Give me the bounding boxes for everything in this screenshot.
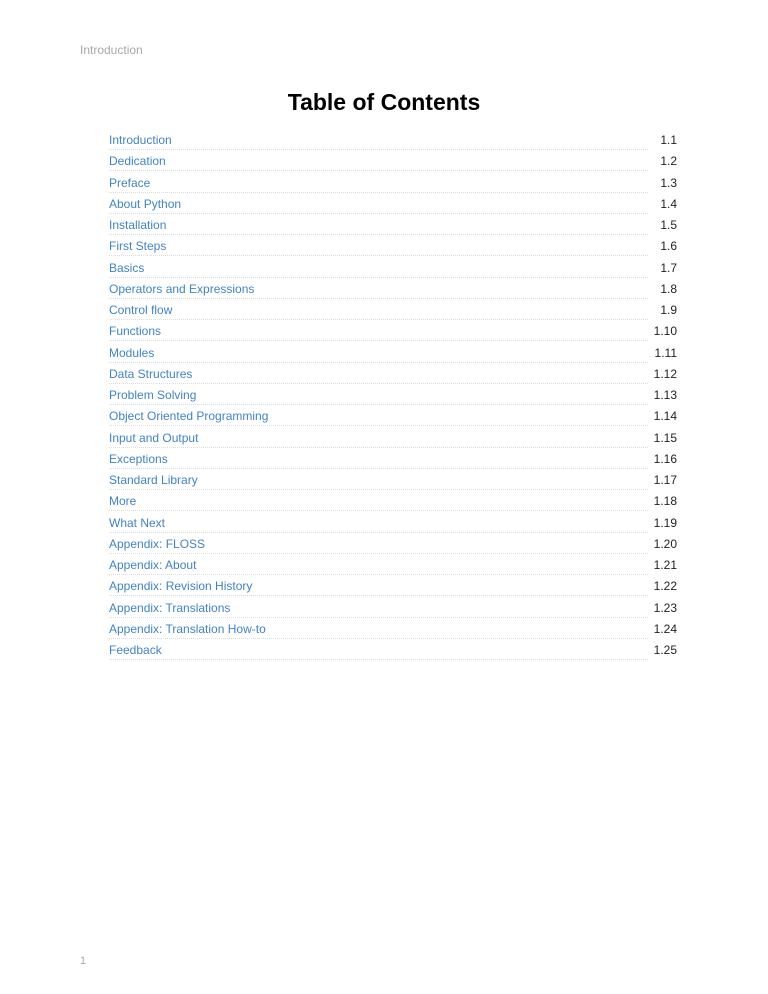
toc-link[interactable]: Control flow bbox=[109, 303, 173, 317]
dotted-leader bbox=[109, 425, 648, 426]
toc-page-number: 1.19 bbox=[653, 515, 677, 530]
toc-entry bbox=[109, 300, 677, 321]
toc-link[interactable]: First Steps bbox=[109, 239, 167, 254]
dotted-leader bbox=[109, 553, 648, 554]
dotted-leader bbox=[109, 595, 648, 596]
dotted-leader bbox=[109, 532, 648, 533]
dotted-leader bbox=[109, 192, 648, 193]
toc-entry bbox=[109, 491, 677, 512]
toc-link[interactable]: Modules bbox=[109, 345, 155, 360]
toc-entry bbox=[109, 470, 677, 491]
toc-page-number: 1.9 bbox=[660, 303, 677, 317]
dotted-leader bbox=[109, 489, 648, 490]
dotted-leader bbox=[109, 383, 648, 384]
toc-link[interactable]: Appendix: Translations bbox=[109, 600, 231, 615]
toc-link[interactable]: Input and Output bbox=[109, 430, 199, 445]
toc-page-number: 1.7 bbox=[660, 260, 677, 275]
toc-link[interactable]: Appendix: Translation How-to bbox=[109, 621, 266, 636]
dotted-leader bbox=[109, 277, 648, 278]
toc-entry bbox=[109, 513, 677, 534]
dotted-leader bbox=[109, 298, 648, 299]
toc-page-number: 1.2 bbox=[660, 154, 677, 169]
toc-page-number: 1.5 bbox=[660, 218, 677, 232]
toc-page-number: 1.18 bbox=[653, 494, 677, 509]
dotted-leader bbox=[109, 149, 648, 150]
dotted-leader bbox=[109, 447, 648, 448]
toc-entry bbox=[109, 534, 677, 555]
dotted-leader bbox=[109, 319, 648, 320]
toc-page-number: 1.4 bbox=[660, 196, 677, 211]
toc-link[interactable]: Standard Library bbox=[109, 473, 198, 487]
toc-page-number: 1.11 bbox=[654, 345, 677, 360]
toc-entry bbox=[109, 640, 677, 661]
toc-link[interactable]: Basics bbox=[109, 260, 145, 275]
toc-page-number: 1.6 bbox=[660, 239, 677, 254]
page-number: 1 bbox=[80, 955, 87, 967]
toc-link[interactable]: Preface bbox=[109, 175, 151, 190]
toc-entry bbox=[109, 576, 677, 597]
toc-link[interactable]: Operators and Expressions bbox=[109, 281, 255, 296]
toc-link[interactable]: What Next bbox=[109, 515, 166, 530]
dotted-leader bbox=[109, 510, 648, 511]
toc-page-number: 1.20 bbox=[653, 536, 677, 551]
dotted-leader bbox=[109, 404, 648, 405]
toc-link[interactable]: Appendix: About bbox=[109, 558, 197, 572]
toc-page-number: 1.10 bbox=[653, 324, 677, 339]
toc-page-number: 1.12 bbox=[653, 366, 677, 381]
toc-link[interactable]: Data Structures bbox=[109, 366, 193, 381]
toc-entry bbox=[109, 173, 677, 194]
dotted-leader bbox=[109, 213, 648, 214]
toc-link[interactable]: Object Oriented Programming bbox=[109, 409, 269, 424]
toc-entry bbox=[109, 258, 677, 279]
toc-entry bbox=[109, 428, 677, 449]
toc-entry bbox=[109, 449, 677, 470]
table-of-contents bbox=[109, 130, 677, 661]
toc-page-number: 1.13 bbox=[653, 388, 677, 402]
toc-link[interactable]: Feedback bbox=[109, 643, 162, 657]
toc-link[interactable]: About Python bbox=[109, 196, 182, 211]
toc-page-number: 1.3 bbox=[660, 175, 677, 190]
dotted-leader bbox=[109, 574, 648, 575]
toc-page-number: 1.15 bbox=[653, 430, 677, 445]
toc-entry bbox=[109, 343, 677, 364]
toc-link[interactable]: Appendix: FLOSS bbox=[109, 536, 206, 551]
toc-page-number: 1.24 bbox=[653, 621, 677, 636]
toc-page-number: 1.8 bbox=[660, 281, 677, 296]
toc-link[interactable]: Introduction bbox=[109, 133, 172, 147]
toc-entry bbox=[109, 406, 677, 427]
toc-link[interactable]: Exceptions bbox=[109, 451, 168, 466]
toc-entry bbox=[109, 130, 677, 151]
toc-entry bbox=[109, 279, 677, 300]
running-header: Introduction bbox=[80, 43, 143, 57]
toc-page-number: 1.17 bbox=[653, 473, 677, 487]
toc-page-number: 1.25 bbox=[653, 643, 677, 657]
toc-entry bbox=[109, 236, 677, 257]
toc-page-number: 1.16 bbox=[653, 451, 677, 466]
toc-entry bbox=[109, 385, 677, 406]
toc-page-number: 1.23 bbox=[653, 600, 677, 615]
toc-page-number: 1.14 bbox=[653, 409, 677, 424]
dotted-leader bbox=[109, 362, 648, 363]
toc-link[interactable]: More bbox=[109, 494, 137, 509]
toc-link[interactable]: Problem Solving bbox=[109, 388, 197, 402]
toc-link[interactable]: Appendix: Revision History bbox=[109, 579, 253, 594]
toc-entry bbox=[109, 151, 677, 172]
toc-entry bbox=[109, 364, 677, 385]
dotted-leader bbox=[109, 638, 648, 639]
dotted-leader bbox=[109, 340, 648, 341]
dotted-leader bbox=[109, 659, 648, 660]
dotted-leader bbox=[109, 468, 648, 469]
toc-entry bbox=[109, 619, 677, 640]
page-title: Table of Contents bbox=[287, 89, 481, 115]
toc-page-number: 1.22 bbox=[653, 579, 677, 594]
toc-entry bbox=[109, 321, 677, 342]
dotted-leader bbox=[109, 234, 648, 235]
toc-entry bbox=[109, 215, 677, 236]
dotted-leader bbox=[109, 170, 648, 171]
toc-entry bbox=[109, 598, 677, 619]
toc-link[interactable]: Dedication bbox=[109, 154, 166, 169]
dotted-leader bbox=[109, 255, 648, 256]
toc-link[interactable]: Installation bbox=[109, 218, 167, 232]
toc-entry bbox=[109, 194, 677, 215]
toc-entry bbox=[109, 555, 677, 576]
dotted-leader bbox=[109, 617, 648, 618]
toc-link[interactable]: Functions bbox=[109, 324, 162, 339]
toc-page-number: 1.1 bbox=[660, 133, 677, 147]
toc-page-number: 1.21 bbox=[653, 558, 677, 572]
